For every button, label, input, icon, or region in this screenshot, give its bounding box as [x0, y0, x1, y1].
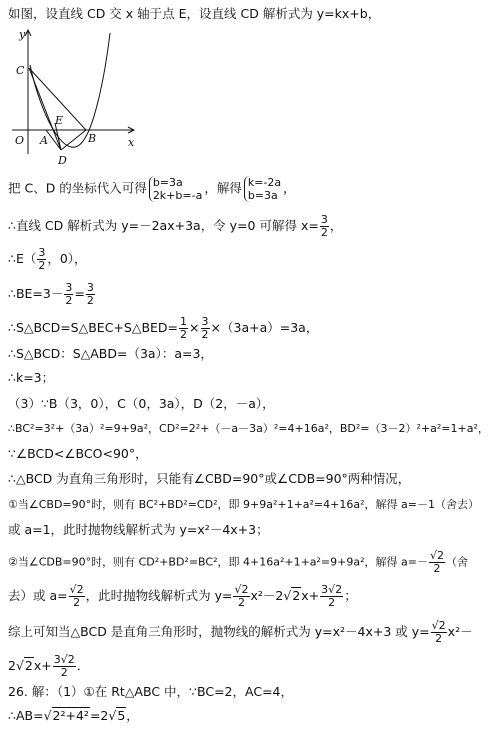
label-b: B	[88, 132, 97, 145]
line-12: ∴△BCD 为直角三角形时，只能有∠CBD=90°或∠CDB=90°两种情况，	[8, 471, 411, 486]
parabola-figure	[10, 28, 140, 168]
line-10: ∴BC²=3²+（3a）²=9+9a²，CD²=2²+（－a－3a）²=4+16a²，BD²=（3－2）²+a²=1+a²，	[8, 422, 489, 435]
line-7: ∴S△BCD：S△ABD=（3a）：a=3，	[8, 346, 213, 361]
fraction-sqrt2-2: $\frac{√2}{2}$	[69, 583, 84, 609]
fraction-3-2: $\frac{3}{2}$	[201, 315, 209, 341]
text-substitute: 把 C、D 的坐标代入可得	[8, 180, 147, 196]
fraction-3sqrt2-2: $\frac{3√2}{2}$	[321, 583, 343, 609]
label-x: x	[128, 136, 135, 149]
label-o: O	[15, 134, 25, 147]
label-y: y	[19, 28, 26, 41]
fraction-3sqrt2-2: $\frac{3√2}{2}$	[53, 653, 75, 679]
fraction-3-2: $\frac{3}{2}$	[86, 281, 94, 307]
equation-system-2: k=-2a b=3a	[244, 176, 281, 202]
line-19: 26. 解：（1）①在 Rt△ABC 中，∵BC=2，AC=4，	[8, 684, 293, 699]
label-a: A	[40, 134, 48, 147]
line-14: 或 a=1，此时抛物线解析式为 y=x²－4x+3；	[8, 522, 269, 537]
fraction-sqrt2-2: $\frac{√2}{2}$	[431, 619, 446, 645]
equation-system-1: b=3a 2k+b=-a	[149, 176, 203, 202]
line-20: ∴AB=√2²+4²=2√5，	[8, 708, 139, 723]
line-11: ∵∠BCD<∠BCO<90°，	[8, 446, 148, 461]
line-9: （3）∵B（3，0），C（0，3a），D（2，－a），	[8, 396, 275, 411]
label-c: C	[16, 64, 25, 77]
line-13: ①当∠CBD=90°时，则有 BC²+BD²=CD²，即 9+9a²+1+a²=4+16a²，解得 a=－1（舍去）	[8, 498, 479, 511]
fraction-3-2: $\frac{3}{2}$	[38, 246, 46, 272]
fraction-sqrt2-2: $\frac{√2}{2}$	[429, 549, 444, 575]
line-5: ∴BE=3－ $\frac{3}{2}$ = $\frac{3}{2}$	[8, 281, 94, 307]
line-16: 去）或 a= $\frac{√2}{2}$ ，此时抛物线解析式为 y= $\frac{√2}{2}$ x²－2√2x+ $\frac{3√2}{2}$ ；	[8, 583, 357, 609]
fraction-3-2: $\frac{3}{2}$	[320, 213, 328, 239]
fraction-sqrt2-2: $\frac{√2}{2}$	[234, 583, 249, 609]
line-4: ∴E（ $\frac{3}{2}$ ，0），	[8, 246, 87, 272]
line-1: 如图，设直线 CD 交 x 轴于点 E，设直线 CD 解析式为 y=kx+b，	[8, 6, 381, 21]
label-d: D	[58, 154, 67, 167]
fraction-3-2: $\frac{3}{2}$	[65, 281, 73, 307]
line-8: ∴k=3；	[8, 370, 55, 385]
label-e: E	[55, 114, 64, 127]
line-6: ∴S△BCD=S△BEC+S△BED= $\frac{1}{2}$ × $\frac{3}{2}$ ×（3a+a）=3a，	[8, 315, 319, 341]
fraction-1-2: $\frac{1}{2}$	[180, 315, 188, 341]
line-2: 把 C、D 的坐标代入可得 b=3a 2k+b=-a ，解得 k=-2a b=3a ，	[8, 176, 296, 202]
line-18: 2√2x+ $\frac{3√2}{2}$ ．	[8, 653, 90, 679]
line-17: 综上可知当△BCD 是直角三角形时，抛物线的解析式为 y=x²－4x+3 或 y= $\frac{√2}{2}$ x²－	[8, 619, 473, 645]
line-3: ∴直线 CD 解析式为 y=－2ax+3a，令 y=0 可解得 x= $\frac{3}{2}$ ，	[8, 213, 343, 239]
line-15: ②当∠CDB=90°时，则有 CD²+BD²=BC²，即 4+16a²+1+a²=9+9a²，解得 a=－ $\frac{√2}{2}$ （舍	[8, 549, 468, 575]
